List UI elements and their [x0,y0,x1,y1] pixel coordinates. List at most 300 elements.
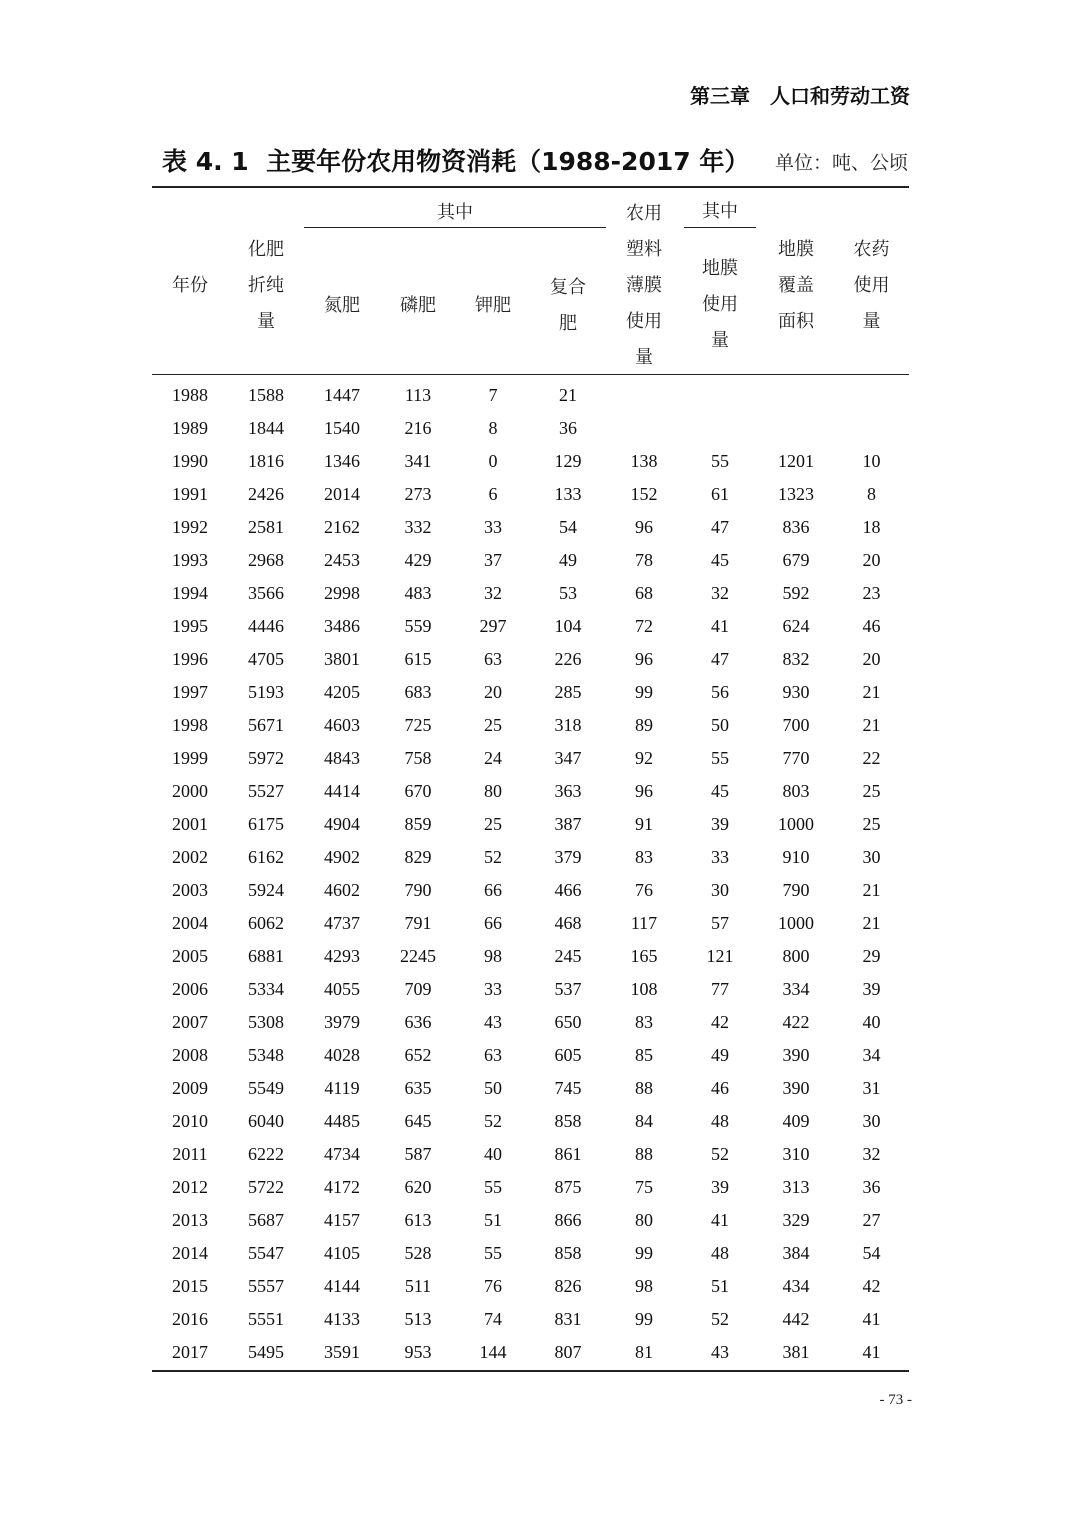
cell-mulch-area: 836 [782,517,810,537]
table-row [152,1171,909,1204]
header-mulch-area: 地膜 覆盖 面积 [778,239,814,331]
cell-mulch-area: 800 [782,946,810,966]
cell-phosphate: 528 [404,1243,432,1263]
cell-mulch-area: 390 [782,1045,810,1065]
cell-plastic-film: 165 [630,946,658,966]
cell-mulch-use: 49 [711,1045,729,1065]
cell-mulch-area: 381 [782,1342,810,1362]
cell-nitrogen: 1540 [324,418,360,438]
cell-year: 2013 [172,1210,208,1230]
cell-plastic-film: 68 [635,583,653,603]
cell-nitrogen: 4602 [324,880,360,900]
cell-potash: 33 [484,517,502,537]
cell-pesticide: 36 [862,1177,881,1197]
cell-nitrogen: 4843 [324,748,360,768]
table-row [152,643,909,676]
cell-mulch-use: 41 [711,616,729,636]
cell-phosphate: 587 [404,1144,432,1164]
cell-mulch-use: 47 [711,517,729,537]
cell-plastic-film: 89 [635,715,653,735]
cell-compound: 537 [554,979,582,999]
cell-pesticide: 30 [862,1111,881,1131]
table-row [152,973,909,1006]
cell-mulch-use: 42 [711,1012,729,1032]
cell-mulch-area: 700 [782,715,810,735]
table-title: 表 4. 1 主要年份农用物资消耗（1988-2017 年） [162,147,750,176]
cell-fertilizer: 5547 [248,1243,284,1263]
cell-pesticide: 20 [862,550,881,570]
cell-pesticide: 31 [862,1078,881,1098]
cell-mulch-use: 52 [711,1309,729,1329]
cell-pesticide: 41 [862,1342,881,1362]
table-row [152,775,909,808]
cell-mulch-area: 313 [782,1177,810,1197]
cell-plastic-film: 96 [635,649,653,669]
cell-fertilizer: 6062 [248,913,284,933]
header-mulch-use: 地膜 使用 量 [702,258,738,350]
cell-nitrogen: 4157 [324,1210,360,1230]
cell-plastic-film: 75 [635,1177,653,1197]
cell-year: 2006 [172,979,208,999]
group-fertilizer-rule [304,227,606,228]
cell-mulch-use: 30 [711,880,729,900]
cell-plastic-film: 84 [635,1111,653,1131]
header-year: 年份 [172,275,208,295]
cell-year: 2010 [172,1111,208,1131]
cell-year: 2007 [172,1012,208,1032]
cell-phosphate: 859 [404,814,432,834]
cell-mulch-use: 121 [706,946,734,966]
cell-pesticide: 23 [862,583,881,603]
cell-compound: 379 [554,847,582,867]
group-film-rule [684,227,756,228]
table-row [152,478,909,511]
cell-mulch-area: 334 [782,979,810,999]
table-row [152,1303,909,1336]
cell-nitrogen: 4205 [324,682,360,702]
cell-nitrogen: 4414 [324,781,360,801]
cell-phosphate: 511 [404,1276,432,1296]
cell-phosphate: 683 [404,682,432,702]
cell-plastic-film: 83 [635,847,653,867]
cell-potash: 74 [484,1309,502,1329]
cell-year: 2004 [172,913,208,933]
cell-mulch-area [758,379,834,412]
cell-fertilizer: 5193 [248,682,284,702]
data-table [152,379,909,1369]
cell-mulch-area: 1201 [778,451,814,471]
cell-phosphate: 2245 [400,946,436,966]
cell-potash: 40 [484,1144,502,1164]
cell-plastic-film: 96 [635,517,653,537]
table-row [152,841,909,874]
cell-compound: 226 [554,649,582,669]
header-potash: 钾肥 [475,295,511,315]
cell-mulch-area: 390 [782,1078,810,1098]
table-row [152,445,909,478]
cell-compound: 858 [554,1243,582,1263]
table-row [152,412,909,445]
cell-potash: 76 [484,1276,502,1296]
cell-pesticide: 21 [862,880,881,900]
cell-phosphate: 615 [404,649,432,669]
cell-potash: 50 [484,1078,502,1098]
cell-year: 2002 [172,847,208,867]
cell-nitrogen: 2453 [324,550,360,570]
cell-fertilizer: 6222 [248,1144,284,1164]
cell-mulch-area: 422 [782,1012,810,1032]
table-row [152,808,909,841]
cell-phosphate: 953 [404,1342,432,1362]
table-row [152,1039,909,1072]
cell-phosphate: 429 [404,550,432,570]
cell-mulch-use: 77 [711,979,729,999]
cell-phosphate: 791 [404,913,432,933]
cell-mulch-use: 50 [711,715,729,735]
cell-pesticide: 39 [862,979,881,999]
cell-potash: 43 [484,1012,502,1032]
cell-fertilizer: 5722 [248,1177,284,1197]
cell-year: 1996 [172,649,208,669]
cell-compound: 387 [554,814,582,834]
table-row [152,1105,909,1138]
cell-nitrogen: 3979 [324,1012,360,1032]
cell-potash: 25 [484,814,502,834]
cell-plastic-film: 91 [635,814,653,834]
cell-year: 2014 [172,1243,208,1263]
cell-mulch-area: 1000 [778,814,814,834]
cell-year: 2016 [172,1309,208,1329]
cell-mulch-area: 770 [782,748,810,768]
cell-pesticide: 21 [862,913,881,933]
cell-potash: 63 [484,1045,502,1065]
cell-nitrogen: 4734 [324,1144,360,1164]
cell-compound: 363 [554,781,582,801]
cell-pesticide: 21 [862,715,881,735]
cell-mulch-area: 1000 [778,913,814,933]
cell-potash: 63 [484,649,502,669]
cell-mulch-area: 384 [782,1243,810,1263]
cell-mulch-use: 61 [711,484,729,504]
cell-plastic-film: 92 [635,748,653,768]
cell-pesticide: 22 [862,748,881,768]
cell-nitrogen: 4904 [324,814,360,834]
cell-fertilizer: 5334 [248,979,284,999]
cell-compound: 129 [554,451,582,471]
cell-nitrogen: 4055 [324,979,360,999]
cell-fertilizer: 6175 [248,814,284,834]
cell-nitrogen: 4485 [324,1111,360,1131]
cell-compound: 347 [554,748,582,768]
cell-plastic-film: 88 [635,1144,653,1164]
cell-fertilizer: 5549 [248,1078,284,1098]
cell-year: 1989 [172,418,208,438]
cell-year: 2011 [172,1144,208,1164]
cell-fertilizer: 1816 [248,451,284,471]
cell-compound: 53 [559,583,577,603]
cell-compound: 318 [554,715,582,735]
table-row [152,676,909,709]
cell-compound: 650 [554,1012,582,1032]
cell-phosphate: 113 [404,385,432,405]
cell-potash: 66 [484,913,502,933]
table-top-rule [152,186,909,188]
cell-compound: 875 [554,1177,582,1197]
cell-nitrogen: 4603 [324,715,360,735]
cell-phosphate: 636 [404,1012,432,1032]
cell-potash: 24 [484,748,502,768]
cell-plastic-film: 99 [635,682,653,702]
cell-fertilizer: 5671 [248,715,284,735]
cell-fertilizer: 5551 [248,1309,284,1329]
cell-phosphate: 341 [404,451,432,471]
cell-nitrogen: 4902 [324,847,360,867]
cell-pesticide: 32 [862,1144,881,1164]
cell-fertilizer: 2581 [248,517,284,537]
cell-pesticide: 54 [862,1243,881,1263]
cell-nitrogen: 4144 [324,1276,360,1296]
table-row [152,577,909,610]
cell-year: 1990 [172,451,208,471]
page-number: - 73 - [879,1392,912,1408]
table-bottom-rule [152,1370,909,1372]
cell-phosphate: 645 [404,1111,432,1131]
cell-fertilizer: 5308 [248,1012,284,1032]
table-row [152,907,909,940]
cell-mulch-area: 790 [782,880,810,900]
cell-fertilizer: 5687 [248,1210,284,1230]
cell-compound: 861 [554,1144,582,1164]
cell-potash: 37 [484,550,502,570]
cell-phosphate: 635 [404,1078,432,1098]
cell-mulch-area: 930 [782,682,810,702]
cell-year: 1999 [172,748,208,768]
table-row [152,1006,909,1039]
cell-compound: 36 [559,418,577,438]
cell-year: 1992 [172,517,208,537]
cell-pesticide: 42 [862,1276,881,1296]
cell-year: 2003 [172,880,208,900]
cell-mulch-area: 910 [782,847,810,867]
cell-pesticide: 21 [862,682,881,702]
cell-year: 2008 [172,1045,208,1065]
cell-potash: 0 [488,451,498,471]
cell-phosphate: 559 [404,616,432,636]
cell-mulch-use: 43 [711,1342,729,1362]
cell-plastic-film [606,379,682,412]
cell-phosphate: 620 [404,1177,432,1197]
cell-plastic-film: 152 [630,484,658,504]
cell-mulch-use: 48 [711,1111,729,1131]
cell-fertilizer: 5348 [248,1045,284,1065]
cell-phosphate: 725 [404,715,432,735]
cell-fertilizer: 6881 [248,946,284,966]
cell-pesticide [834,412,909,445]
cell-pesticide: 10 [862,451,881,471]
cell-mulch-use: 45 [711,781,729,801]
cell-fertilizer: 5557 [248,1276,284,1296]
cell-plastic-film: 99 [635,1243,653,1263]
unit-label: 单位：吨、公顷 [774,153,908,174]
cell-fertilizer: 3566 [248,583,284,603]
cell-mulch-area: 832 [782,649,810,669]
header-pesticide: 农药 使用 量 [853,239,890,331]
cell-compound: 104 [554,616,582,636]
cell-year: 1995 [172,616,208,636]
table-row [152,1237,909,1270]
cell-phosphate: 758 [404,748,432,768]
cell-compound: 468 [554,913,582,933]
cell-mulch-use: 57 [711,913,729,933]
table-row [152,874,909,907]
cell-year: 1997 [172,682,208,702]
cell-plastic-film: 83 [635,1012,653,1032]
cell-plastic-film: 80 [635,1210,653,1230]
cell-compound: 21 [559,385,577,405]
cell-mulch-use [682,379,758,412]
cell-mulch-area: 442 [782,1309,810,1329]
cell-pesticide: 29 [862,946,881,966]
table-row [152,610,909,643]
cell-compound: 54 [559,517,577,537]
header-group-fertilizer: 其中 [437,202,473,222]
cell-potash: 80 [484,781,502,801]
cell-pesticide: 27 [862,1210,881,1230]
cell-fertilizer: 5972 [248,748,284,768]
cell-year: 2009 [172,1078,208,1098]
cell-mulch-use: 55 [711,748,729,768]
table-row [152,1204,909,1237]
cell-phosphate: 652 [404,1045,432,1065]
cell-mulch-area: 624 [782,616,810,636]
cell-compound: 605 [554,1045,582,1065]
cell-mulch-use: 32 [711,583,729,603]
table-row [152,709,909,742]
chapter-header: 第三章 人口和劳动工资 [690,84,910,108]
header-fertilizer: 化肥 折纯 量 [248,239,284,331]
cell-fertilizer: 6162 [248,847,284,867]
cell-plastic-film: 88 [635,1078,653,1098]
cell-mulch-area: 409 [782,1111,810,1131]
cell-fertilizer: 1588 [248,385,284,405]
cell-mulch-area [758,412,834,445]
cell-pesticide: 40 [862,1012,881,1032]
cell-fertilizer: 5495 [248,1342,284,1362]
table-row [152,511,909,544]
cell-plastic-film: 99 [635,1309,653,1329]
cell-plastic-film: 138 [630,451,658,471]
cell-compound: 866 [554,1210,582,1230]
cell-nitrogen: 4737 [324,913,360,933]
cell-mulch-area: 434 [782,1276,810,1296]
table-row [152,1270,909,1303]
cell-potash: 33 [484,979,502,999]
cell-phosphate: 709 [404,979,432,999]
cell-plastic-film: 117 [630,913,658,933]
cell-nitrogen: 4172 [324,1177,360,1197]
table-row [152,1072,909,1105]
cell-mulch-use [682,412,758,445]
cell-compound: 831 [554,1309,582,1329]
cell-year: 2001 [172,814,208,834]
cell-phosphate: 273 [404,484,432,504]
cell-mulch-use: 41 [711,1210,729,1230]
cell-potash: 25 [484,715,502,735]
cell-pesticide: 41 [862,1309,881,1329]
cell-phosphate: 332 [404,517,432,537]
cell-fertilizer: 1844 [248,418,284,438]
cell-pesticide: 25 [862,781,881,801]
cell-pesticide: 30 [862,847,881,867]
cell-phosphate: 216 [404,418,432,438]
cell-pesticide [834,379,909,412]
cell-year: 2017 [172,1342,208,1362]
table-row [152,544,909,577]
cell-mulch-area: 803 [782,781,810,801]
cell-nitrogen: 2998 [324,583,360,603]
cell-fertilizer: 4705 [248,649,284,669]
cell-mulch-area: 592 [782,583,810,603]
cell-compound: 826 [554,1276,582,1296]
cell-potash: 7 [488,385,498,405]
cell-nitrogen: 4119 [324,1078,360,1098]
cell-year: 2005 [172,946,208,966]
cell-year: 1993 [172,550,208,570]
cell-mulch-use: 46 [711,1078,729,1098]
cell-mulch-area: 1323 [778,484,814,504]
header-group-film: 其中 [702,201,738,221]
cell-compound: 245 [554,946,582,966]
header-compound: 复合 肥 [550,277,586,333]
cell-nitrogen: 1346 [324,451,360,471]
cell-year: 1991 [172,484,208,504]
cell-nitrogen: 4293 [324,946,360,966]
cell-compound: 285 [554,682,582,702]
cell-mulch-use: 56 [711,682,729,702]
cell-potash: 297 [479,616,507,636]
cell-phosphate: 483 [404,583,432,603]
cell-fertilizer: 2426 [248,484,284,504]
cell-pesticide: 25 [862,814,881,834]
cell-potash: 6 [488,484,498,504]
cell-mulch-area: 329 [782,1210,810,1230]
cell-plastic-film: 81 [635,1342,653,1362]
cell-potash: 8 [488,418,498,438]
cell-year: 2012 [172,1177,208,1197]
cell-year: 2015 [172,1276,208,1296]
cell-plastic-film: 98 [635,1276,653,1296]
cell-plastic-film [606,412,682,445]
cell-nitrogen: 2014 [324,484,360,504]
cell-potash: 55 [484,1243,502,1263]
cell-plastic-film: 96 [635,781,653,801]
cell-potash: 66 [484,880,502,900]
cell-mulch-use: 45 [711,550,729,570]
cell-nitrogen: 3591 [324,1342,360,1362]
header-nitrogen: 氮肥 [324,295,360,315]
cell-mulch-use: 39 [711,814,729,834]
cell-pesticide: 20 [862,649,881,669]
table-header-rule [152,374,909,375]
cell-fertilizer: 5924 [248,880,284,900]
cell-nitrogen: 4028 [324,1045,360,1065]
cell-plastic-film: 72 [635,616,653,636]
cell-compound: 858 [554,1111,582,1131]
cell-nitrogen: 4133 [324,1309,360,1329]
header-plastic-film: 农用 塑料 薄膜 使用 量 [626,203,662,367]
cell-potash: 98 [484,946,502,966]
cell-mulch-use: 51 [711,1276,729,1296]
